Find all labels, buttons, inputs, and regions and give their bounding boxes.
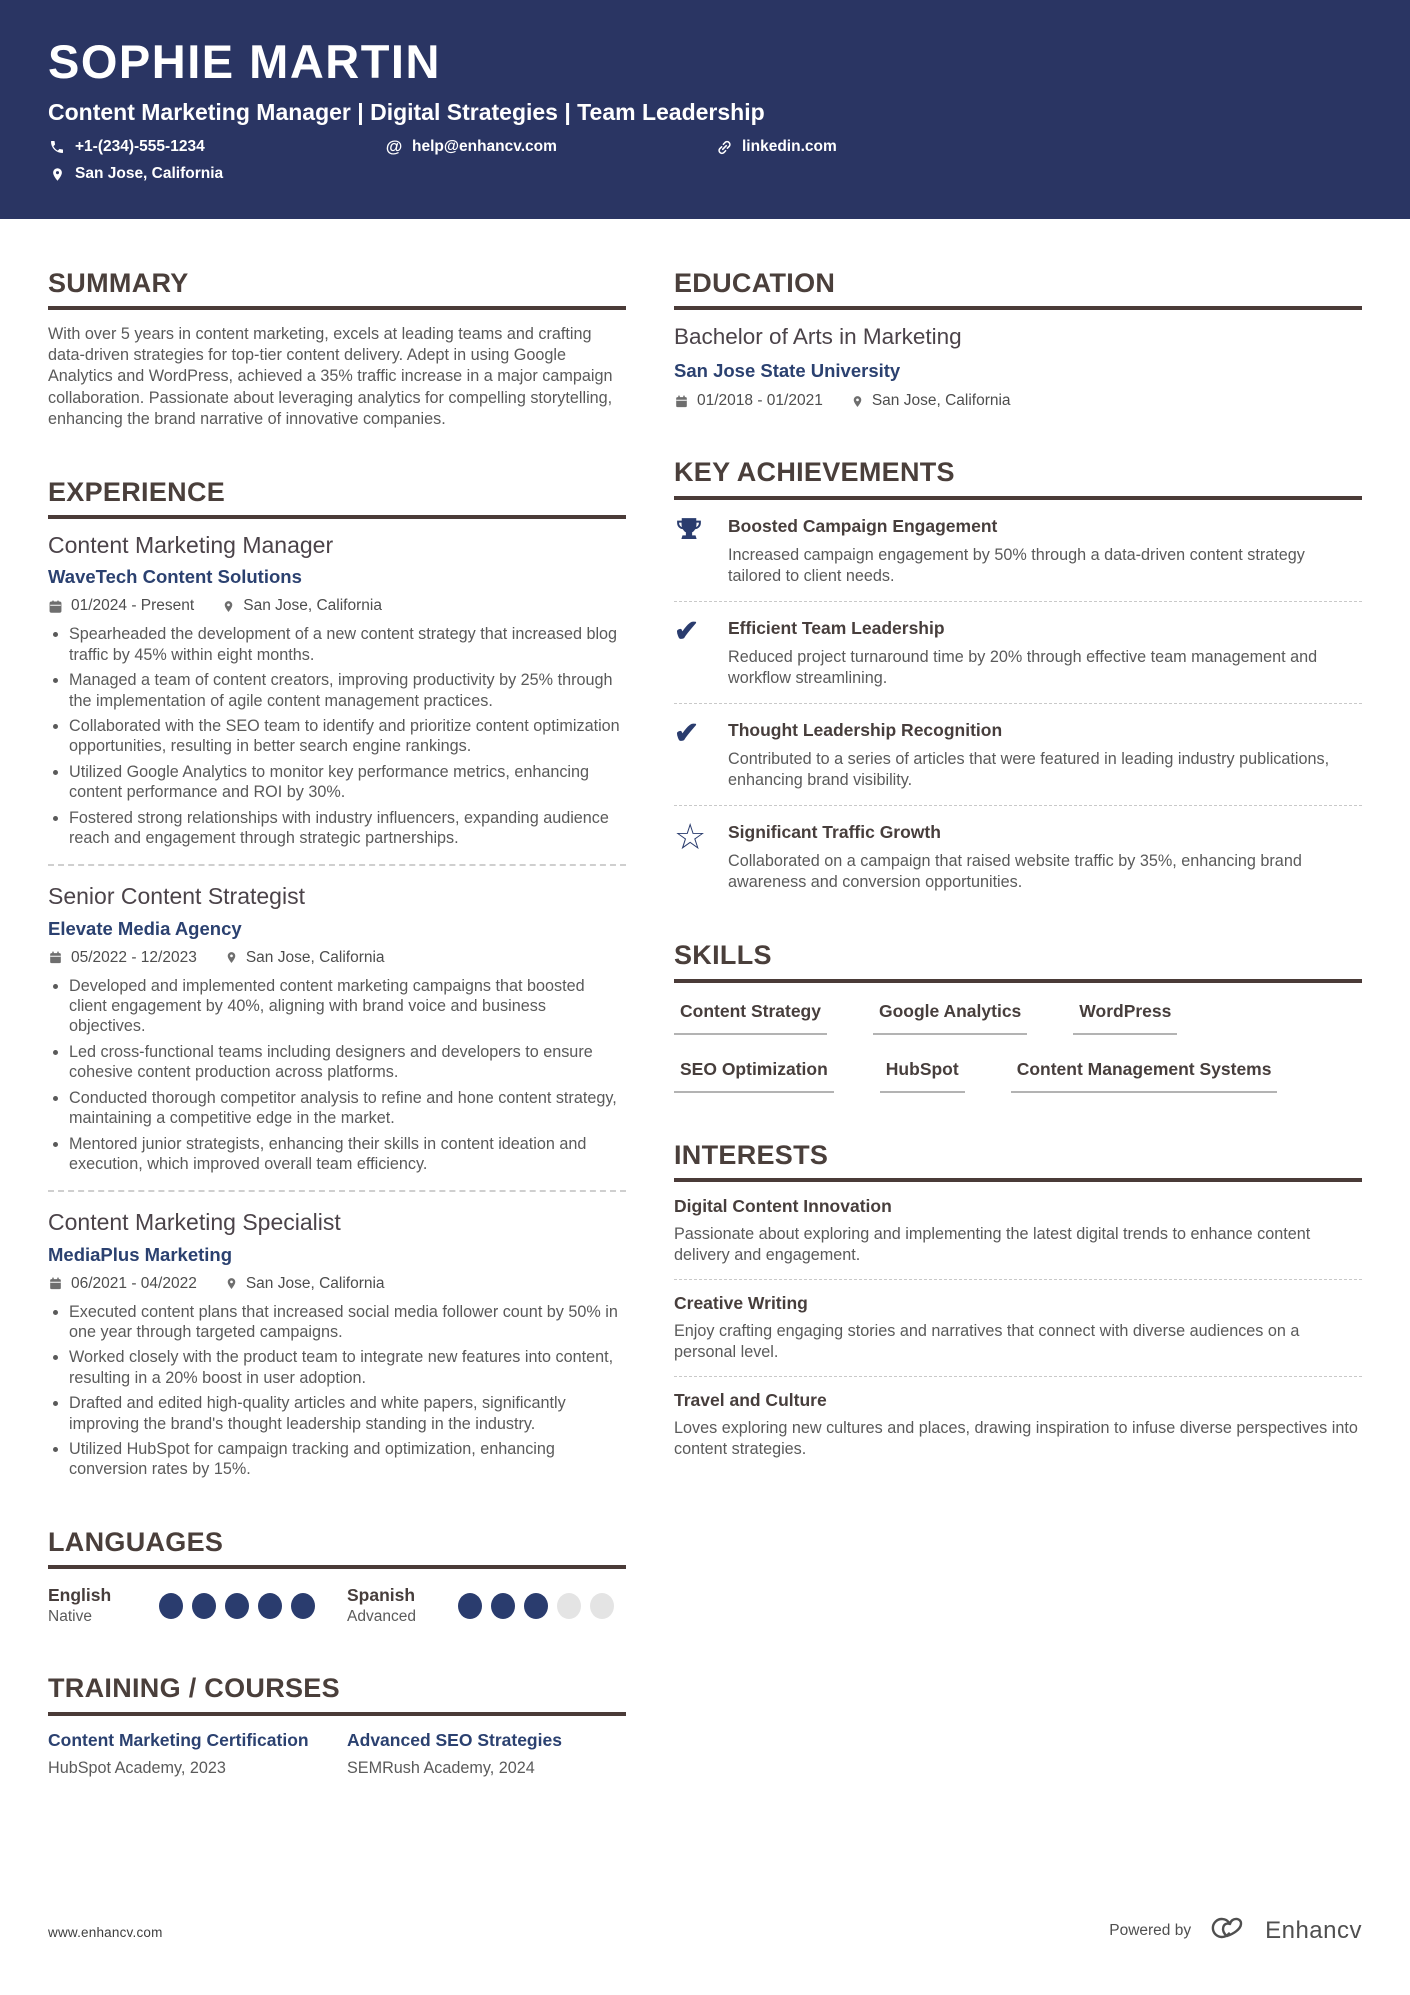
job-dates: 01/2024 - Present [48, 597, 194, 615]
enhancv-logo-icon [1205, 1912, 1251, 1949]
language-name: Spanish [347, 1585, 416, 1606]
calendar-icon [674, 394, 689, 409]
skill-tag: Google Analytics [873, 1001, 1027, 1035]
left-column [48, 219, 626, 1778]
interest-item [674, 1293, 1362, 1363]
interest-text: Loves exploring new cultures and places, drawing inspiration to infuse diverse perspectives into content strategies. [674, 1419, 1358, 1459]
course-org: SEMRush Academy, 2024 [347, 1758, 535, 1777]
experience-heading: EXPERIENCE [48, 478, 626, 519]
interests-heading: INTERESTS [674, 1141, 1362, 1182]
achievement-item [674, 616, 1362, 689]
link-url[interactable]: linkedin.com [742, 138, 837, 156]
job-dates: 05/2022 - 12/2023 [48, 949, 197, 967]
footer-brand[interactable] [1109, 1912, 1362, 1949]
powered-by-label: Powered by [1109, 1921, 1192, 1939]
language-item [48, 1585, 327, 1626]
job-meta [48, 597, 626, 615]
interest-title: Creative Writing [674, 1293, 808, 1313]
contact-info [48, 137, 1362, 183]
location-contact [48, 165, 385, 183]
interest-item [674, 1390, 1362, 1460]
education-dates: 01/2018 - 01/2021 [674, 392, 823, 410]
job-location: San Jose, California [225, 949, 385, 967]
skill-tag: Content Strategy [674, 1001, 827, 1035]
email-contact[interactable] [385, 137, 715, 157]
bullet: • Utilized HubSpot for campaign tracking and optimization, enhancing conversion rates by 15%. [69, 1439, 626, 1480]
achievement-text: Increased campaign engagement by 50% through a data-driven content strategy tailored to client needs. [728, 545, 1305, 585]
job-divider [48, 864, 626, 866]
bullet: • Collaborated with the SEO team to identify and prioritize content optimization opportunities, resulting in better search engine rankings. [69, 716, 626, 757]
interest-title: Digital Content Innovation [674, 1195, 892, 1216]
achievement-text: Contributed to a series of articles that were featured in leading industry publications, enhancing brand visibility. [728, 749, 1330, 789]
interest-text: Passionate about exploring and implementing the latest digital trends to enhance content delivery and engagement. [674, 1224, 1311, 1264]
languages-heading: LANGUAGES [48, 1528, 626, 1569]
interest-text: Enjoy crafting engaging stories and narratives that connect with diverse audiences on a personal level. [674, 1322, 1300, 1362]
achievement-title: Thought Leadership Recognition [728, 719, 1003, 740]
calendar-icon [48, 1276, 63, 1291]
job-company: WaveTech Content Solutions [48, 566, 302, 588]
job-title: Senior Content Strategist [48, 883, 305, 910]
achievement-divider [674, 703, 1362, 704]
proficiency-dot [524, 1593, 548, 1619]
experience-entry [48, 1210, 626, 1480]
proficiency-dot [557, 1593, 581, 1619]
skills-heading: SKILLS [674, 941, 1362, 982]
bullet: • Developed and implemented content marketing campaigns that boosted client engagement by 40%, aligning with brand voice and business objectives. [69, 976, 626, 1037]
candidate-name: SOPHIE MARTIN [48, 35, 441, 88]
at-icon: @ [385, 137, 403, 157]
location-text: San Jose, California [75, 165, 224, 183]
link-icon [715, 139, 733, 156]
skill-tag: Content Management Systems [1011, 1059, 1278, 1093]
bullet: • Conducted thorough competitor analysis to refine and hone content strategy, maintaining a competitive edge in the market. [69, 1088, 626, 1129]
bullet: • Utilized Google Analytics to monitor key performance metrics, enhancing content performance and ROI by 30%. [69, 762, 626, 803]
language-proficiency-dots [458, 1593, 614, 1619]
right-column [674, 219, 1362, 1778]
bullet: • Mentored junior strategists, enhancing their skills in content ideation and execution, which improved overall team efficiency. [69, 1134, 626, 1175]
interest-item [674, 1196, 1362, 1266]
language-item [347, 1585, 626, 1626]
course-item [48, 1730, 327, 1778]
check-icon: ✔ [674, 614, 700, 648]
proficiency-dot [291, 1593, 315, 1619]
language-level: Native [48, 1608, 92, 1626]
phone-icon [48, 139, 66, 155]
education-location: San Jose, California [851, 392, 1011, 410]
calendar-icon [48, 950, 63, 965]
skill-tag: WordPress [1073, 1001, 1177, 1035]
job-meta [48, 949, 626, 967]
job-title: Content Marketing Manager [48, 532, 334, 558]
candidate-title: Content Marketing Manager | Digital Strategies | Team Leadership [48, 99, 765, 125]
achievement-text: Collaborated on a campaign that raised website traffic by 35%, enhancing brand awareness and conversion opportunities. [728, 852, 1302, 892]
language-name: English [48, 1585, 112, 1606]
bullet: • Drafted and edited high-quality articles and white papers, significantly improving the brand's thought leadership standing in the industry. [69, 1393, 626, 1434]
achievement-title: Boosted Campaign Engagement [728, 515, 998, 536]
proficiency-dot [491, 1593, 515, 1619]
job-bullets [48, 624, 626, 848]
job-location: San Jose, California [222, 597, 382, 615]
job-divider [48, 1190, 626, 1192]
job-bullets [48, 1302, 626, 1480]
achievement-divider [674, 805, 1362, 806]
location-pin-icon [225, 950, 238, 965]
job-company: MediaPlus Marketing [48, 1243, 233, 1265]
achievement-item [674, 718, 1362, 791]
bullet: • Fostered strong relationships with industry influencers, expanding audience reach and engagement through strategic partnerships. [69, 808, 626, 849]
education-meta [674, 392, 1362, 410]
link-contact[interactable] [715, 137, 1362, 157]
bullet: • Spearheaded the development of a new content strategy that increased blog traffic by 45% within eight months. [69, 624, 626, 665]
summary-text: With over 5 years in content marketing, excels at leading teams and crafting data-driven strategies for top-tier content delivery. Adept in using Google Analytics and WordPress, achieved a 35% traffic increase in a major campaign collaboration. Passionate about leveraging analytics for compelling storytelling, enhancing the brand narrative of innovative companies. [48, 325, 613, 428]
check-icon: ✔ [674, 716, 700, 750]
achievements-section [674, 458, 1362, 893]
interest-title: Travel and Culture [674, 1390, 827, 1411]
job-company: Elevate Media Agency [48, 917, 242, 939]
resume-header [0, 0, 1410, 219]
skill-tag: SEO Optimization [674, 1059, 834, 1093]
interests-section [674, 1141, 1362, 1461]
achievement-title: Significant Traffic Growth [728, 822, 941, 843]
achievement-divider [674, 601, 1362, 602]
email-address[interactable]: help@enhancv.com [412, 138, 557, 156]
proficiency-dot [225, 1593, 249, 1619]
proficiency-dot [590, 1593, 614, 1619]
bullet: • Executed content plans that increased social media follower count by 50% in one year through targeted campaigns. [69, 1302, 626, 1343]
location-pin-icon [225, 1276, 238, 1291]
languages-section [48, 1528, 626, 1627]
summary-heading: SUMMARY [48, 269, 626, 310]
bullet: • Managed a team of content creators, improving productivity by 25% through the implementation of agile content management practices. [69, 670, 626, 711]
brand-name: Enhancv [1265, 1916, 1362, 1944]
job-dates: 06/2021 - 04/2022 [48, 1275, 197, 1293]
proficiency-dot [258, 1593, 282, 1619]
interest-divider [674, 1376, 1362, 1377]
interest-divider [674, 1279, 1362, 1280]
trophy-icon [674, 514, 710, 587]
bullet: • Worked closely with the product team to integrate new features into content, resulting in a 20% boost in user adoption. [69, 1347, 626, 1388]
proficiency-dot [192, 1593, 216, 1619]
job-bullets [48, 976, 626, 1175]
education-heading: EDUCATION [674, 269, 1362, 310]
course-item [347, 1730, 626, 1778]
achievement-title: Efficient Team Leadership [728, 617, 945, 638]
job-location: San Jose, California [225, 1275, 385, 1293]
proficiency-dot [159, 1593, 183, 1619]
education-section [674, 269, 1362, 410]
language-level: Advanced [347, 1608, 416, 1626]
calendar-icon [48, 599, 63, 614]
job-title: Content Marketing Specialist [48, 1209, 341, 1236]
proficiency-dot [458, 1593, 482, 1619]
experience-section [48, 478, 626, 1480]
course-title: Advanced SEO Strategies [347, 1729, 562, 1750]
footer-site-url[interactable]: www.enhancv.com [48, 1925, 163, 1940]
achievement-text: Reduced project turnaround time by 20% through effective team management and workflow streamlining. [728, 647, 1318, 687]
location-pin-icon [851, 394, 864, 409]
experience-entry [48, 884, 626, 1174]
course-org: HubSpot Academy, 2023 [48, 1758, 226, 1777]
location-pin-icon [48, 166, 66, 183]
achievement-item [674, 514, 1362, 587]
training-section [48, 1674, 626, 1777]
school-name: San Jose State University [674, 360, 901, 382]
resume-body [0, 219, 1410, 1778]
achievement-item [674, 816, 1362, 893]
bullet: • Led cross-functional teams including designers and developers to ensure cohesive content production across platforms. [69, 1042, 626, 1083]
phone-number: +1-(234)-555-1234 [75, 138, 205, 156]
achievements-heading: KEY ACHIEVEMENTS [674, 458, 1362, 499]
location-pin-icon [222, 599, 235, 614]
course-title: Content Marketing Certification [48, 1729, 309, 1750]
experience-entry [48, 533, 626, 848]
language-proficiency-dots [159, 1593, 315, 1619]
star-icon: ☆ [674, 816, 707, 858]
degree-title: Bachelor of Arts in Marketing [674, 324, 962, 350]
skill-tag: HubSpot [880, 1059, 965, 1093]
phone-contact [48, 137, 385, 157]
training-heading: TRAINING / COURSES [48, 1674, 626, 1715]
job-meta [48, 1275, 626, 1293]
skills-section [674, 941, 1362, 1092]
summary-section [48, 269, 626, 430]
